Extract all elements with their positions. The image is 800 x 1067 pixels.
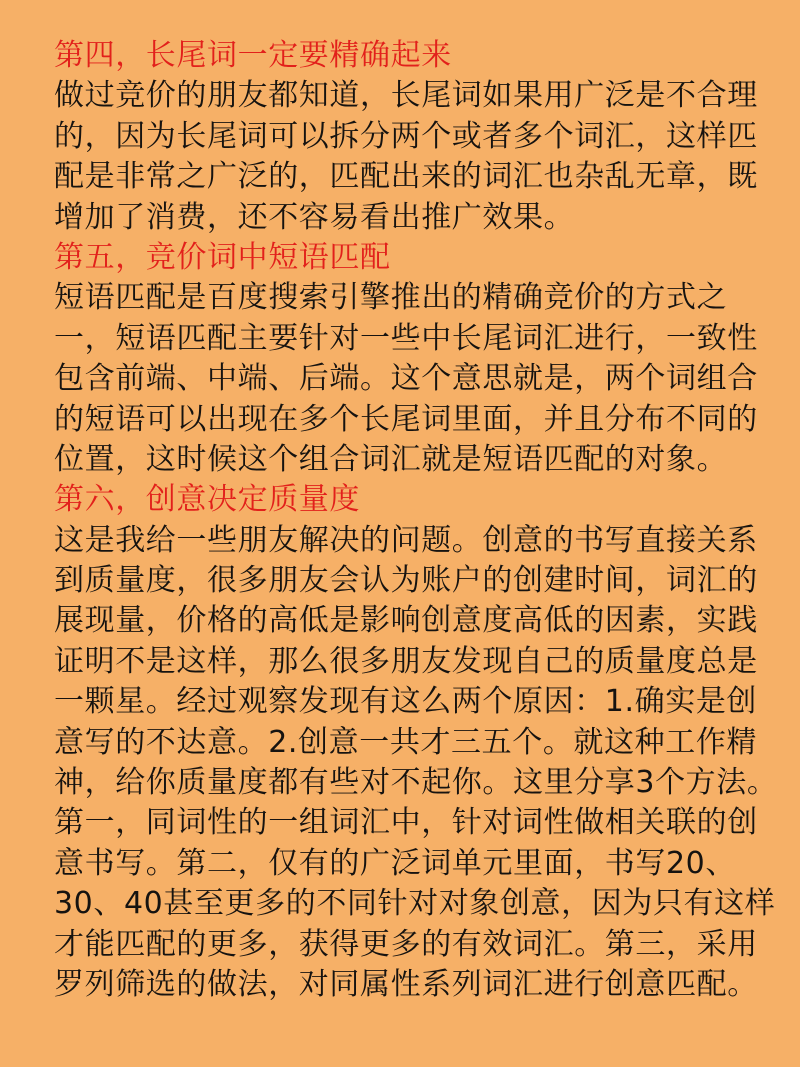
paragraph-line: 包含前端、中端、后端。这个意思就是，两个词组合 (54, 361, 758, 397)
paragraph-line: 意书写。第二，仅有的广泛词单元里面，书写20、 (54, 845, 736, 881)
section-4 (54, 36, 760, 238)
paragraph-line: 才能匹配的更多，获得更多的有效词汇。第三，采用 (54, 926, 758, 962)
paragraph-line: 展现量，价格的高低是影响创意度高低的因素，实践 (54, 603, 758, 639)
paragraph-line: 增加了消费，还不容易看出推广效果。 (54, 199, 575, 235)
paragraph-line: 30、40甚至更多的不同针对对象创意，因为只有这样 (54, 886, 776, 922)
paragraph-line: 的，因为长尾词可以拆分两个或者多个词汇，这样匹 (54, 118, 758, 154)
section-5 (54, 238, 760, 480)
paragraph-line: 这是我给一些朋友解决的问题。创意的书写直接关系 (54, 522, 758, 558)
paragraph-line: 做过竞价的朋友都知道，长尾词如果用广泛是不合理 (54, 78, 758, 114)
paragraph-line: 位置，这时候这个组合词汇就是短语匹配的对象。 (54, 441, 728, 477)
paragraph-line: 一，短语匹配主要针对一些中长尾词汇进行，一致性 (54, 320, 758, 356)
paragraph-line: 到质量度，很多朋友会认为账户的创建时间，词汇的 (54, 563, 758, 599)
section-heading: 第四，长尾词一定要精确起来 (54, 38, 452, 73)
paragraph-line: 证明不是这样，那么很多朋友发现自己的质量度总是 (54, 643, 758, 679)
paragraph-line: 第一，同词性的一组词汇中，针对词性做相关联的创 (54, 805, 758, 841)
section-heading: 第五，竞价词中短语匹配 (54, 239, 391, 275)
paragraph-line: 神，给你质量度都有些对不起你。这里分享3个方法。 (54, 765, 778, 801)
paragraph-line: 罗列筛选的做法，对同属性系列词汇进行创意匹配。 (54, 966, 758, 1002)
paragraph-line: 配是非常之广泛的，匹配出来的词汇也杂乱无章，既 (54, 159, 758, 195)
section-heading: 第六，创意决定质量度 (54, 482, 360, 518)
paragraph-line: 的短语可以出现在多个长尾词里面，并且分布不同的 (54, 401, 758, 437)
paragraph-line: 短语匹配是百度搜索引擎推出的精确竞价的方式之 (54, 280, 728, 316)
paragraph-line: 一颗星。经过观察发现有这么两个原因：1.确实是创 (54, 684, 758, 720)
paragraph-line: 意写的不达意。2.创意一共才三五个。就这种工作精 (54, 724, 758, 760)
section-6 (54, 480, 778, 1005)
